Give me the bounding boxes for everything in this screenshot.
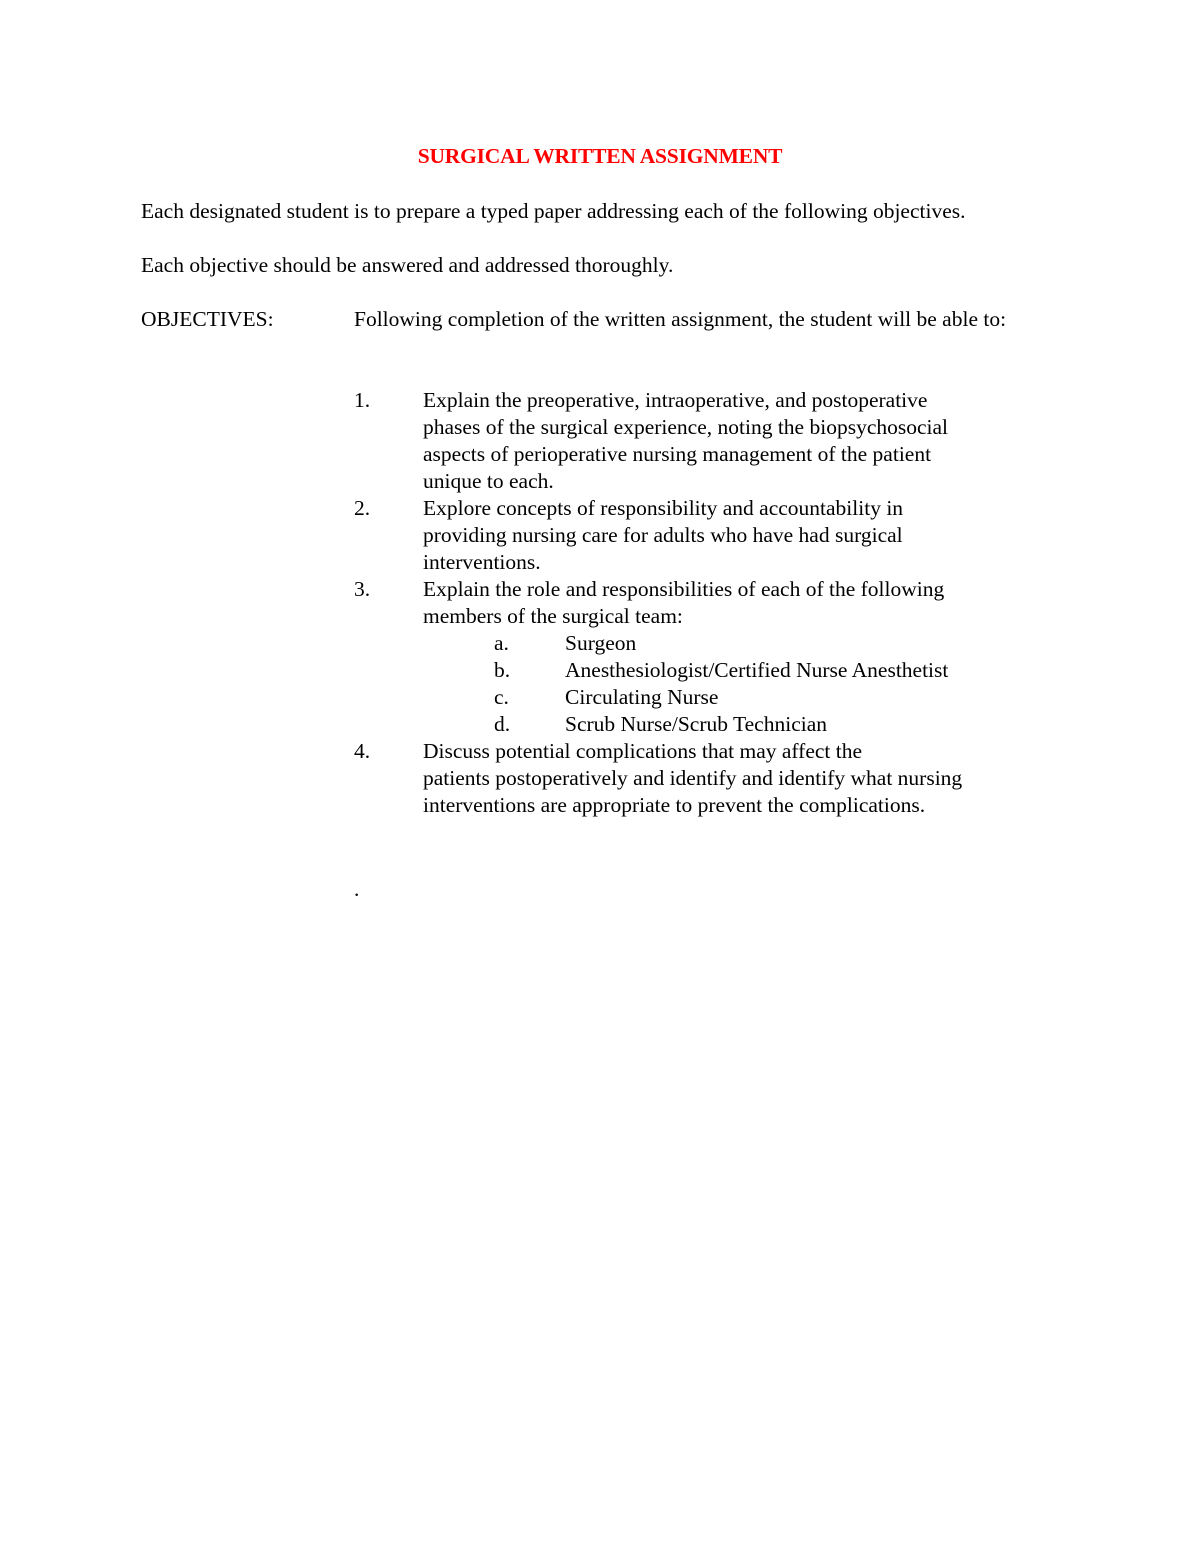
objective-item xyxy=(423,495,1043,576)
subitem-letter: b. xyxy=(494,658,511,682)
objective-line: aspects of perioperative nursing management of the patient xyxy=(423,442,932,466)
subitem-letter: a. xyxy=(494,631,509,655)
objective-number: 1. xyxy=(354,388,371,412)
objective-line: interventions are appropriate to prevent the complications. xyxy=(423,793,926,817)
intro-paragraph-2: Each objective should be answered and addressed thoroughly. xyxy=(141,253,674,277)
objective-number: 4. xyxy=(354,739,371,763)
objective-line: Explain the role and responsibilities of each of the following xyxy=(423,577,945,601)
subitem-letter: d. xyxy=(494,712,511,736)
objective-line: phases of the surgical experience, noting the biopsychosocial xyxy=(423,415,949,439)
objective-line: patients postoperatively and identify and identify what nursing xyxy=(423,766,963,790)
objective-line: Explore concepts of responsibility and accountability in xyxy=(423,496,904,520)
subitem-text: Scrub Nurse/Scrub Technician xyxy=(565,712,827,736)
objective-number: 3. xyxy=(354,577,371,601)
subitem-text: Circulating Nurse xyxy=(565,685,719,709)
subitem-text: Anesthesiologist/Certified Nurse Anesthetist xyxy=(565,658,949,682)
objectives-label: OBJECTIVES: xyxy=(141,307,274,331)
objective-line: members of the surgical team: xyxy=(423,604,683,628)
objective-item xyxy=(423,738,1043,819)
objectives-lead: Following completion of the written assignment, the student will be able to: xyxy=(354,307,1007,331)
objective-line: Discuss potential complications that may affect the xyxy=(423,739,863,763)
objective-item xyxy=(423,576,1043,630)
objective-line: providing nursing care for adults who have had surgical xyxy=(423,523,903,547)
objective-line: Explain the preoperative, intraoperative, and postoperative xyxy=(423,388,928,412)
document-title: SURGICAL WRITTEN ASSIGNMENT xyxy=(417,144,783,168)
trailing-mark: . xyxy=(354,877,360,901)
objective-line: interventions. xyxy=(423,550,541,574)
subitem-letter: c. xyxy=(494,685,509,709)
objective-item xyxy=(423,387,1043,495)
intro-paragraph-1: Each designated student is to prepare a typed paper addressing each of the following objectives. xyxy=(141,199,966,223)
objective-line: unique to each. xyxy=(423,469,554,493)
objective-number: 2. xyxy=(354,496,371,520)
subitem-text: Surgeon xyxy=(565,631,637,655)
